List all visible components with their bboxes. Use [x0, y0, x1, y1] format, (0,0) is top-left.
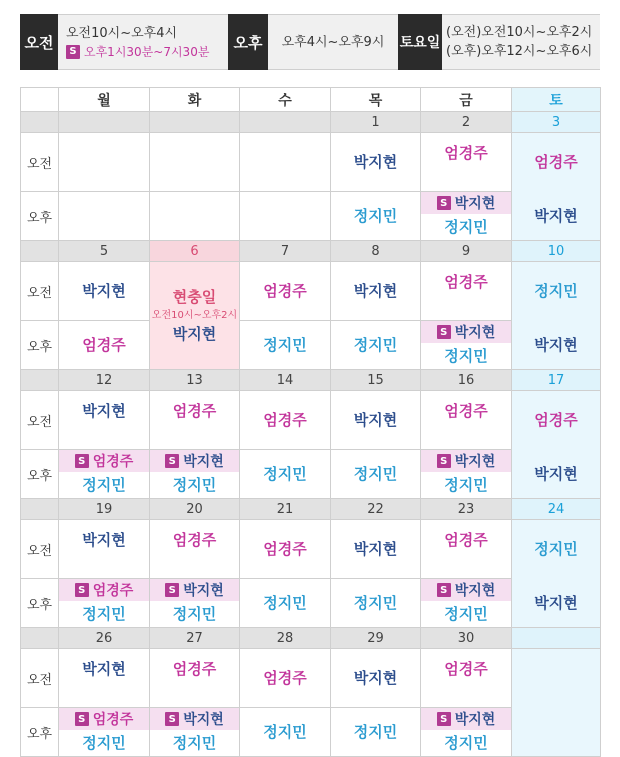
am-staff-name: 엄경주	[263, 411, 307, 429]
pm-shift-cell	[421, 450, 512, 499]
am-staff-name: 박지현	[353, 153, 398, 171]
am-shift-row	[21, 133, 601, 192]
date-7-wed: 7	[240, 241, 331, 262]
substitute-badge-icon: S	[437, 583, 451, 597]
pm-shift-cell	[150, 579, 240, 628]
substitute-badge-icon: S	[437, 196, 451, 210]
substitute-staff-name: 박지현	[183, 454, 224, 470]
weekday-tue: 화	[150, 88, 240, 112]
weekday-fri: 금	[421, 88, 512, 112]
pm-staff-name: 정지민	[353, 594, 398, 612]
am-shift-cell	[512, 133, 601, 192]
date-row	[21, 241, 601, 262]
am-shift-cell	[421, 391, 512, 450]
am-shift-cell	[59, 649, 150, 708]
date-14-wed: 14	[240, 370, 331, 391]
corner-cell	[21, 88, 59, 112]
substitute-shift	[150, 450, 239, 472]
am-staff-name: 박지현	[353, 669, 398, 687]
am-staff-name: 박지현	[353, 540, 398, 558]
am-shift-cell	[331, 262, 421, 321]
am-shift-cell	[512, 520, 601, 579]
am-shift-cell	[421, 133, 512, 192]
substitute-shift	[59, 708, 149, 730]
pm-staff-name: 정지민	[353, 723, 398, 741]
am-shift-cell	[331, 391, 421, 450]
pm-staff-name: 박지현	[534, 593, 578, 612]
pm-shift-cell	[150, 192, 240, 241]
date-30-fri: 30	[421, 628, 512, 649]
pm-shift-cell	[150, 450, 240, 499]
date-6-tue: 6	[150, 241, 240, 262]
am-staff-name: 엄경주	[534, 411, 578, 430]
pm-shift-cell	[421, 579, 512, 628]
am-shift-cell	[512, 649, 601, 708]
holiday-name: 현충일	[172, 288, 217, 306]
substitute-badge-icon: S	[75, 712, 89, 726]
am-staff-name: 엄경주	[263, 282, 307, 300]
date-9-fri: 9	[421, 241, 512, 262]
pm-staff-name: 정지민	[263, 594, 307, 612]
am-staff-name: 엄경주	[172, 402, 217, 420]
am-shift-row	[21, 649, 601, 708]
substitute-badge-icon: S	[437, 454, 451, 468]
pm-staff-name: 정지민	[444, 476, 488, 494]
pm-staff-name: 정지민	[444, 218, 488, 236]
am-staff-name: 엄경주	[444, 273, 488, 291]
date-28-wed: 28	[240, 628, 331, 649]
pm-shift-cell	[240, 708, 331, 757]
date-23-fri: 23	[421, 499, 512, 520]
pm-shift-cell	[240, 192, 331, 241]
pm-shift-cell	[512, 579, 601, 628]
pm-staff-name: 정지민	[172, 734, 217, 752]
date-21-wed: 21	[240, 499, 331, 520]
substitute-staff-name: 박지현	[183, 712, 224, 728]
pm-staff-name: 박지현	[172, 325, 217, 343]
date-15-thu: 15	[331, 370, 421, 391]
substitute-badge-icon: S	[437, 325, 451, 339]
date-29-thu: 29	[331, 628, 421, 649]
pm-shift-row	[21, 579, 601, 628]
pm-shift-cell	[512, 708, 601, 757]
date-3-sat: 3	[512, 112, 601, 133]
am-shift-cell	[150, 133, 240, 192]
am-shift-cell	[59, 133, 150, 192]
am-staff-name: 박지현	[353, 282, 398, 300]
date-1-thu: 1	[331, 112, 421, 133]
substitute-shift	[150, 579, 239, 601]
am-row-label: 오전	[21, 649, 59, 708]
pm-shift-cell	[512, 192, 601, 241]
pm-shift-cell	[421, 321, 512, 370]
pm-shift-cell	[59, 708, 150, 757]
date-row	[21, 499, 601, 520]
pm-staff-name: 정지민	[82, 734, 126, 752]
substitute-badge-icon: S	[165, 454, 179, 468]
substitute-staff-name: 박지현	[454, 325, 496, 341]
am-staff-name: 엄경주	[263, 540, 307, 558]
pm-row-label: 오후	[21, 579, 59, 628]
date-row-label	[21, 499, 59, 520]
am-legend-label: 오전	[20, 14, 58, 70]
schedule-calendar	[20, 87, 601, 757]
holiday-hours: 오전10시~오후2시	[151, 310, 238, 321]
pm-shift-cell	[331, 192, 421, 241]
pm-staff-name: 엄경주	[82, 336, 126, 354]
pm-shift-cell	[150, 708, 240, 757]
pm-staff-name: 정지민	[82, 476, 126, 494]
hours-legend	[20, 14, 600, 70]
pm-shift-cell	[59, 450, 150, 499]
am-shift-row	[21, 520, 601, 579]
am-staff-name: 엄경주	[444, 660, 488, 678]
date-5-mon: 5	[59, 241, 150, 262]
date-row	[21, 370, 601, 391]
pm-shift-row	[21, 708, 601, 757]
am-staff-name: 박지현	[82, 660, 126, 678]
date-19-mon: 19	[59, 499, 150, 520]
pm-shift-cell	[59, 579, 150, 628]
am-time: 오전10시~오후4시	[66, 25, 178, 41]
substitute-staff-name: 박지현	[454, 583, 496, 599]
pm-shift-cell	[240, 321, 331, 370]
pm-shift-cell	[59, 192, 150, 241]
weekday-wed: 수	[240, 88, 331, 112]
date-empty-mon	[59, 112, 150, 133]
am-staff-name: 엄경주	[444, 531, 488, 549]
am-shift-cell	[240, 649, 331, 708]
pm-shift-row	[21, 321, 601, 370]
am-staff-name: 엄경주	[534, 153, 578, 172]
substitute-staff-name: 박지현	[454, 196, 496, 212]
am-staff-name: 박지현	[82, 282, 126, 300]
substitute-staff-name: 박지현	[454, 454, 496, 470]
am-staff-name: 엄경주	[263, 669, 307, 687]
pm-shift-cell	[421, 192, 512, 241]
am-shift-cell	[421, 262, 512, 321]
substitute-shift	[421, 708, 511, 730]
pm-staff-name: 박지현	[534, 206, 578, 225]
pm-shift-cell	[331, 708, 421, 757]
am-shift-cell	[331, 133, 421, 192]
date-empty-sat	[512, 628, 601, 649]
date-20-tue: 20	[150, 499, 240, 520]
pm-time: 오후4시~오후9시	[281, 34, 385, 50]
date-row-label	[21, 241, 59, 262]
am-row-label: 오전	[21, 262, 59, 321]
pm-staff-name: 정지민	[444, 347, 488, 365]
date-row-label	[21, 112, 59, 133]
am-sub-time-text: 오후1시30분~7시30분	[84, 44, 210, 59]
substitute-shift	[421, 321, 511, 343]
weekday-header	[21, 88, 601, 112]
pm-staff-name: 정지민	[353, 336, 398, 354]
pm-shift-cell	[331, 579, 421, 628]
am-shift-cell	[240, 391, 331, 450]
date-8-thu: 8	[331, 241, 421, 262]
date-row	[21, 112, 601, 133]
am-shift-cell	[240, 520, 331, 579]
pm-staff-name: 정지민	[82, 605, 126, 623]
holiday-cell	[150, 262, 240, 370]
am-staff-name: 박지현	[82, 531, 126, 549]
substitute-badge-icon: S	[165, 583, 179, 597]
am-shift-cell	[59, 520, 150, 579]
am-staff-name: 박지현	[82, 402, 126, 420]
substitute-shift	[421, 192, 511, 214]
pm-staff-name: 박지현	[534, 335, 578, 354]
am-legend-box	[58, 14, 228, 70]
pm-staff-name: 정지민	[263, 465, 307, 483]
substitute-staff-name: 박지현	[454, 712, 496, 728]
sat-legend-box	[442, 14, 600, 70]
pm-staff-name: 정지민	[353, 207, 398, 225]
substitute-badge-icon: S	[75, 454, 89, 468]
am-staff-name: 박지현	[353, 411, 398, 429]
sat-am-time: (오전)오전10시~오후2시	[446, 25, 593, 40]
date-26-mon: 26	[59, 628, 150, 649]
am-row-label: 오전	[21, 133, 59, 192]
am-sub-time	[66, 43, 220, 61]
substitute-badge-icon: S	[66, 45, 80, 59]
substitute-shift	[59, 450, 149, 472]
am-shift-cell	[240, 262, 331, 321]
weekday-mon: 월	[59, 88, 150, 112]
weekday-sat: 토	[512, 88, 601, 112]
substitute-shift	[150, 708, 239, 730]
substitute-shift	[421, 450, 511, 472]
substitute-badge-icon: S	[75, 583, 89, 597]
am-row-label: 오전	[21, 391, 59, 450]
date-12-mon: 12	[59, 370, 150, 391]
date-27-tue: 27	[150, 628, 240, 649]
substitute-staff-name: 엄경주	[92, 454, 134, 470]
pm-row-label: 오후	[21, 321, 59, 370]
pm-shift-cell	[331, 321, 421, 370]
am-shift-cell	[421, 649, 512, 708]
pm-legend-box	[268, 14, 398, 70]
date-24-sat: 24	[512, 499, 601, 520]
am-shift-cell	[331, 649, 421, 708]
pm-staff-name: 정지민	[263, 723, 307, 741]
am-shift-row	[21, 391, 601, 450]
calendar-body	[21, 112, 601, 757]
date-17-sat: 17	[512, 370, 601, 391]
date-row-label	[21, 370, 59, 391]
pm-legend-label: 오후	[228, 14, 268, 70]
pm-shift-cell	[59, 321, 150, 370]
substitute-badge-icon: S	[165, 712, 179, 726]
am-shift-cell	[512, 262, 601, 321]
am-staff-name: 엄경주	[172, 531, 217, 549]
am-shift-cell	[512, 391, 601, 450]
date-2-fri: 2	[421, 112, 512, 133]
am-staff-name: 엄경주	[444, 144, 488, 162]
substitute-staff-name: 엄경주	[92, 712, 134, 728]
am-shift-cell	[240, 133, 331, 192]
sat-legend-label: 토요일	[398, 14, 442, 70]
am-shift-cell	[59, 262, 150, 321]
am-staff-name: 엄경주	[172, 660, 217, 678]
substitute-shift	[59, 579, 149, 601]
pm-row-label: 오후	[21, 192, 59, 241]
date-16-fri: 16	[421, 370, 512, 391]
am-shift-cell	[421, 520, 512, 579]
pm-staff-name: 박지현	[534, 464, 578, 483]
pm-shift-cell	[512, 321, 601, 370]
pm-shift-row	[21, 192, 601, 241]
date-empty-tue	[150, 112, 240, 133]
sat-pm-time: (오후)오후12시~오후6시	[446, 44, 593, 59]
pm-shift-cell	[240, 579, 331, 628]
date-22-thu: 22	[331, 499, 421, 520]
am-staff-name: 엄경주	[444, 402, 488, 420]
substitute-staff-name: 박지현	[183, 583, 224, 599]
pm-shift-cell	[512, 450, 601, 499]
substitute-shift	[421, 579, 511, 601]
am-shift-cell	[150, 520, 240, 579]
pm-shift-row	[21, 450, 601, 499]
am-row-label: 오전	[21, 520, 59, 579]
am-shift-cell	[331, 520, 421, 579]
pm-staff-name: 정지민	[172, 605, 217, 623]
pm-shift-cell	[421, 708, 512, 757]
pm-shift-cell	[240, 450, 331, 499]
pm-row-label: 오후	[21, 450, 59, 499]
date-row-label	[21, 628, 59, 649]
pm-staff-name: 정지민	[172, 476, 217, 494]
am-shift-cell	[59, 391, 150, 450]
date-10-sat: 10	[512, 241, 601, 262]
pm-staff-name: 정지민	[444, 734, 488, 752]
am-staff-name: 정지민	[534, 540, 578, 559]
pm-row-label: 오후	[21, 708, 59, 757]
date-row	[21, 628, 601, 649]
am-staff-name: 정지민	[534, 282, 578, 301]
pm-staff-name: 정지민	[444, 605, 488, 623]
pm-shift-cell	[331, 450, 421, 499]
am-shift-cell	[150, 391, 240, 450]
am-shift-cell	[150, 649, 240, 708]
substitute-staff-name: 엄경주	[92, 583, 134, 599]
weekday-thu: 목	[331, 88, 421, 112]
date-13-tue: 13	[150, 370, 240, 391]
pm-staff-name: 정지민	[263, 336, 307, 354]
substitute-badge-icon: S	[437, 712, 451, 726]
am-shift-row	[21, 262, 601, 321]
date-empty-wed	[240, 112, 331, 133]
pm-staff-name: 정지민	[353, 465, 398, 483]
